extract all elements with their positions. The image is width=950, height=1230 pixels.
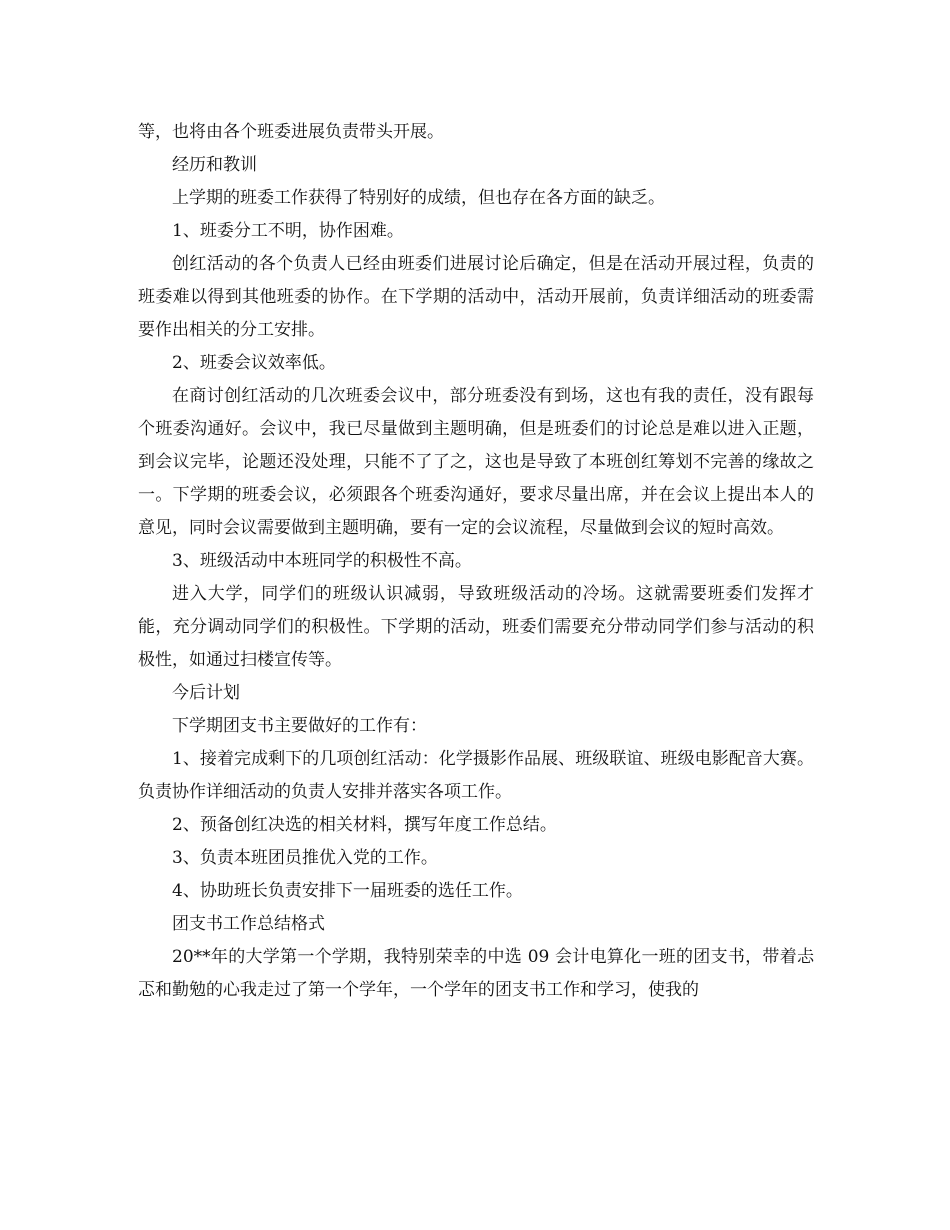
list-item: 2、预备创红决选的相关材料，撰写年度工作总结。 [172, 815, 557, 835]
list-item: 4、协助班长负责安排下一届班委的选任工作。 [172, 881, 523, 901]
paragraph: 在商讨创红活动的几次班委会议中，部分班委没有到场，这也有我的责任，没有跟每个班委沟通好。会议中，我已尽量做到主题明确，但是班委们的讨论总是难以进入正题，到会议完毕，论题还没处理，只能不了了之，这也是导致了本班创红筹划不完善的缘故之一。下学期的班委会议，必须跟各个班委沟通好，要求尽量出席，并在会议上提出本人的意见，同时会议需要做到主题明确，要有一定的会议流程，尽量做到会议的短时高效。 [138, 386, 814, 538]
section-heading-experience: 经历和教训 [172, 155, 257, 175]
paragraph: 进入大学，同学们的班级认识减弱，导致班级活动的冷场。这就需要班委们发挥才能，充分调动同学们的积极性。下学期的活动，班委们需要充分带动同学们参与活动的积极性，如通过扫楼宣传等。 [138, 584, 814, 670]
list-item: 3、负责本班团员推优入党的工作。 [172, 848, 438, 868]
section-heading-plan: 今后计划 [172, 683, 240, 703]
paragraph: 下学期团支书主要做好的工作有： [172, 716, 427, 736]
list-item: 1、接着完成剩下的几项创红活动：化学摄影作品展、班级联谊、班级电影配音大赛。负责协作详细活动的负责人安排并落实各项工作。 [138, 749, 814, 802]
paragraph: 创红活动的各个负责人已经由班委们进展讨论后确定，但是在活动开展过程，负责的班委难以得到其他班委的协作。在下学期的活动中，活动开展前，负责详细活动的班委需要作出相关的分工安排。 [138, 254, 814, 340]
list-item: 2、班委会议效率低。 [172, 353, 336, 373]
paragraph: 上学期的班委工作获得了特别好的成绩，但也存在各方面的缺乏。 [172, 188, 665, 208]
document-body [138, 116, 814, 1007]
paragraph-continuation: 等，也将由各个班委进展负责带头开展。 [138, 122, 444, 142]
paragraph: 20**年的大学第一个学期，我特别荣幸的中选 09 会计电算化一班的团支书，带着忐忑和勤勉的心我走过了第一个学年，一个学年的团支书工作和学习，使我的 [138, 947, 814, 1000]
list-item: 1、班委分工不明，协作困难。 [172, 221, 404, 241]
section-heading-format: 团支书工作总结格式 [172, 914, 325, 934]
list-item: 3、班级活动中本班同学的积极性不高。 [172, 551, 472, 571]
